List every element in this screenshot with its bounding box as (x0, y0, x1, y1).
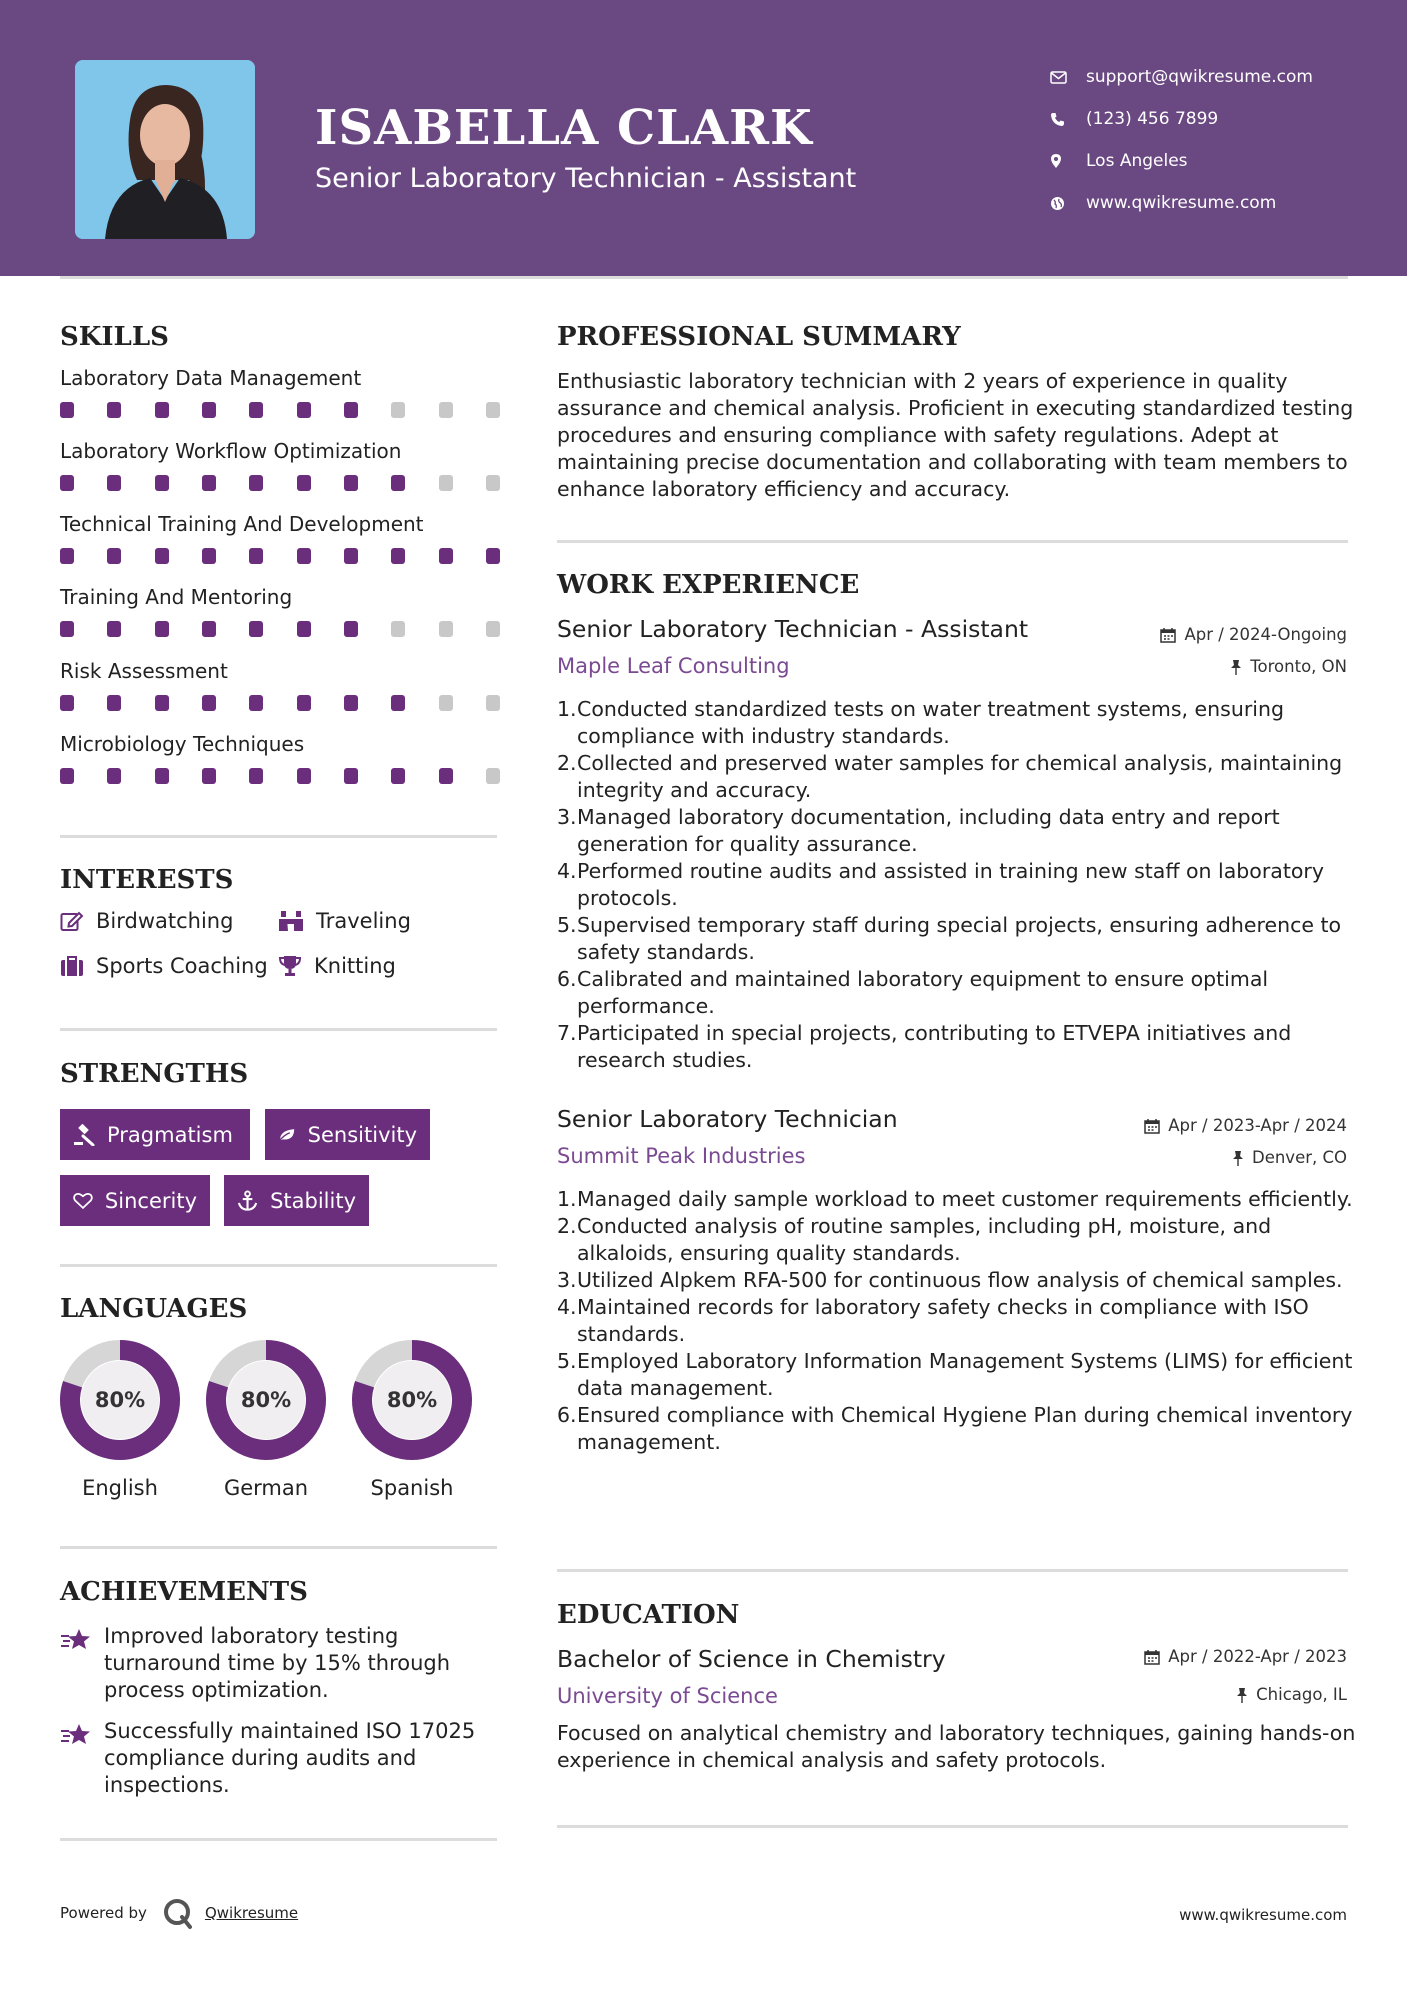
skill-dot-filled (344, 621, 358, 637)
summary-divider (557, 540, 1348, 543)
skill-dot-filled (60, 695, 74, 711)
skill-rating (60, 621, 500, 637)
header-divider (60, 276, 1348, 279)
summary-title: PROFESSIONAL SUMMARY (557, 322, 961, 352)
map-pin-icon (1050, 153, 1086, 169)
bullet-number: 2. (557, 751, 577, 775)
skill-dot-filled (249, 768, 263, 784)
skill-name: Technical Training And Development (60, 512, 424, 536)
bullet-number: 2. (557, 1214, 577, 1238)
bullet-text: Ensured compliance with Chemical Hygiene Plan during chemical inventory management. (577, 1403, 1353, 1454)
binoculars-icon (278, 910, 304, 932)
skill-dot-filled (202, 402, 216, 418)
bullet-number: 4. (557, 859, 577, 883)
bullet-text: Performed routine audits and assisted in training new staff on laboratory protocols. (577, 859, 1324, 910)
heart-icon (73, 1191, 93, 1211)
skill-dot-filled (107, 621, 121, 637)
strength-badge (224, 1175, 369, 1226)
pin-icon (1230, 659, 1242, 675)
skill-dot-filled (249, 402, 263, 418)
skill-item (60, 585, 500, 637)
skill-dot-filled (391, 475, 405, 491)
skill-dot-filled (344, 475, 358, 491)
skill-dot-filled (155, 695, 169, 711)
company-name: Summit Peak Industries (557, 1144, 806, 1168)
job-bullet (557, 1294, 1357, 1348)
interest-item (278, 909, 411, 933)
skill-dot-filled (202, 768, 216, 784)
job-date (1144, 1116, 1347, 1135)
interest-item (278, 954, 396, 978)
summary-text: Enthusiastic laboratory technician with 2 years of experience in quality assurance and chemical analysis. Proficient in executing standardized testing procedures and ensuring compliance with safety regulations. Adept at maintaining precise documentation and collaborating with team members to enhance laboratory efficiency and accuracy. (557, 369, 1354, 501)
bullet-text: Participated in special projects, contributing to ETVEPA initiatives and research studies. (577, 1021, 1292, 1072)
skill-dot-filled (107, 695, 121, 711)
skill-dot-filled (155, 768, 169, 784)
skill-dot-filled (202, 621, 216, 637)
job-bullets (557, 696, 1357, 1074)
skill-dot-filled (297, 695, 311, 711)
skill-dot-filled (344, 695, 358, 711)
skill-name: Microbiology Techniques (60, 732, 305, 756)
calendar-icon (1144, 1118, 1160, 1134)
skill-dot-filled (297, 548, 311, 564)
trophy-icon (278, 955, 302, 977)
achievements-divider (60, 1838, 497, 1841)
education-date-text: Apr / 2022-Apr / 2023 (1168, 1647, 1347, 1666)
job-bullet (557, 1402, 1357, 1456)
skill-dot-filled (155, 402, 169, 418)
strengths-divider (60, 1264, 497, 1267)
job-location (1232, 1148, 1347, 1167)
bullet-text: Supervised temporary staff during special projects, ensuring adherence to safety standards. (577, 913, 1342, 964)
skill-dot-filled (60, 475, 74, 491)
language-name: German (223, 1476, 309, 1500)
bullet-number: 5. (557, 913, 577, 937)
interest-label: Traveling (316, 909, 411, 933)
bullet-number: 6. (557, 967, 577, 991)
job-bullet (557, 966, 1357, 1020)
school-name: University of Science (557, 1684, 778, 1708)
bullet-number: 3. (557, 1268, 577, 1292)
job-bullet (557, 858, 1357, 912)
skill-dot-filled (344, 548, 358, 564)
bullet-number: 6. (557, 1403, 577, 1427)
bullet-text: Conducted standardized tests on water treatment systems, ensuring compliance with industry standards. (577, 697, 1284, 748)
skill-item (60, 732, 500, 784)
skill-dot-empty (439, 402, 453, 418)
language-item (58, 1338, 182, 1500)
skill-dot-filled (249, 548, 263, 564)
education-location-text: Chicago, IL (1256, 1685, 1347, 1704)
skill-dot-empty (391, 621, 405, 637)
achievements-title: ACHIEVEMENTS (60, 1577, 308, 1607)
job-bullet (557, 1213, 1357, 1267)
skill-dot-filled (107, 768, 121, 784)
pin-icon (1232, 1150, 1244, 1166)
language-percent: 80% (240, 1388, 292, 1412)
pin-icon (1236, 1687, 1248, 1703)
powered-by-text: Powered by (60, 1904, 147, 1922)
skill-dot-filled (344, 402, 358, 418)
skill-dot-filled (155, 548, 169, 564)
candidate-title: Senior Laboratory Technician - Assistant (315, 163, 857, 194)
skill-dot-filled (155, 475, 169, 491)
skill-item (60, 439, 500, 491)
skill-dot-empty (486, 475, 500, 491)
contact-location (1050, 140, 1313, 182)
skill-dot-filled (297, 768, 311, 784)
qwikresume-logo-icon (161, 1896, 195, 1930)
skill-dot-filled (60, 548, 74, 564)
job-location-text: Denver, CO (1251, 1148, 1347, 1167)
language-ring (350, 1338, 474, 1462)
skill-dot-filled (249, 695, 263, 711)
bullet-text: Managed laboratory documentation, including data entry and report generation for quality assurance. (577, 805, 1280, 856)
strength-label: Sensitivity (307, 1122, 417, 1147)
language-name: Spanish (370, 1476, 454, 1500)
contact-email-text: support@qwikresume.com (1086, 67, 1313, 87)
skill-item (60, 659, 500, 711)
job-bullet (557, 696, 1357, 750)
qwikresume-link[interactable]: Qwikresume (204, 1904, 299, 1922)
education-title: EDUCATION (557, 1600, 740, 1630)
bullet-text: Calibrated and maintained laboratory equipment to ensure optimal performance. (577, 967, 1269, 1018)
skill-dot-filled (249, 621, 263, 637)
job-date-text: Apr / 2024-Ongoing (1184, 625, 1347, 644)
skill-rating (60, 768, 500, 784)
skill-dot-empty (439, 695, 453, 711)
skills-divider (60, 835, 497, 838)
interests-title: INTERESTS (60, 865, 234, 895)
skill-dot-filled (297, 621, 311, 637)
interest-label: Knitting (314, 954, 396, 978)
bullet-text: Managed daily sample workload to meet customer requirements efficiently. (577, 1187, 1353, 1211)
skill-rating (60, 402, 500, 418)
bullet-text: Maintained records for laboratory safety checks in compliance with ISO standards. (577, 1295, 1309, 1346)
company-name: Maple Leaf Consulting (557, 654, 790, 678)
achievement-item (60, 1623, 500, 1704)
skill-dot-filled (60, 621, 74, 637)
skill-dot-filled (155, 621, 169, 637)
strength-label: Pragmatism (107, 1122, 233, 1147)
job-bullet (557, 912, 1357, 966)
bullet-text: Collected and preserved water samples for chemical analysis, maintaining integrity and accuracy. (577, 751, 1343, 802)
bullet-number: 7. (557, 1021, 577, 1045)
contact-phone[interactable] (1050, 98, 1313, 140)
skill-rating (60, 475, 500, 491)
skill-dot-empty (486, 695, 500, 711)
interest-item (60, 909, 233, 933)
languages-divider (60, 1546, 497, 1549)
interest-item (60, 954, 268, 978)
job-date (1160, 625, 1347, 644)
job-bullet (557, 1020, 1357, 1074)
skill-item (60, 512, 500, 564)
skill-dot-filled (60, 768, 74, 784)
education-divider (557, 1825, 1348, 1828)
skill-dot-filled (202, 475, 216, 491)
contact-email[interactable] (1050, 56, 1313, 98)
skill-dot-filled (202, 695, 216, 711)
envelope-icon (1050, 71, 1086, 84)
contact-phone-text: (123) 456 7899 (1086, 109, 1219, 129)
contact-list (1050, 56, 1313, 224)
languages-title: LANGUAGES (60, 1294, 248, 1324)
resume-header (0, 0, 1407, 276)
star-icon (60, 1623, 104, 1704)
skill-dot-filled (486, 548, 500, 564)
star-icon (60, 1718, 104, 1799)
skill-dot-empty (486, 621, 500, 637)
experience-divider (557, 1569, 1348, 1572)
strengths-title: STRENGTHS (60, 1059, 249, 1089)
skill-name: Laboratory Workflow Optimization (60, 439, 402, 463)
skill-dot-filled (391, 768, 405, 784)
language-item (204, 1338, 328, 1500)
skill-name: Risk Assessment (60, 659, 228, 683)
language-item (350, 1338, 474, 1500)
contact-location-text: Los Angeles (1086, 151, 1188, 171)
job-bullets (557, 1186, 1357, 1456)
skill-dot-filled (391, 548, 405, 564)
skill-dot-filled (297, 402, 311, 418)
footer-website[interactable]: www.qwikresume.com (1179, 1906, 1347, 1924)
strength-label: Sincerity (104, 1188, 197, 1213)
bullet-text: Employed Laboratory Information Management Systems (LIMS) for efficient data management. (577, 1349, 1353, 1400)
candidate-name: ISABELLA CLARK (315, 100, 813, 156)
skill-dot-filled (60, 402, 74, 418)
skill-dot-filled (249, 475, 263, 491)
strength-badge (60, 1109, 250, 1160)
profile-photo-illustration (75, 60, 255, 239)
job-title: Senior Laboratory Technician - Assistant (557, 615, 1029, 643)
job-date-text: Apr / 2023-Apr / 2024 (1168, 1116, 1347, 1135)
skill-dot-filled (107, 475, 121, 491)
education-description: Focused on analytical chemistry and laboratory techniques, gaining hands-on experience in chemical analysis and safety protocols. (557, 1721, 1356, 1772)
achievement-text: Improved laboratory testing turnaround time by 15% through process optimization. (104, 1624, 451, 1702)
contact-website[interactable] (1050, 182, 1313, 224)
strength-label: Stability (270, 1188, 356, 1213)
profile-photo (75, 60, 255, 239)
calendar-icon (1160, 627, 1176, 643)
skill-dot-filled (344, 768, 358, 784)
job-bullet (557, 750, 1357, 804)
skill-dot-empty (439, 621, 453, 637)
language-percent: 80% (386, 1388, 438, 1412)
interests-divider (60, 1028, 497, 1031)
language-name: English (82, 1476, 158, 1500)
skill-dot-filled (107, 402, 121, 418)
footer-powered-by (60, 1896, 298, 1930)
skill-dot-filled (107, 548, 121, 564)
skill-rating (60, 695, 500, 711)
job-title: Senior Laboratory Technician (557, 1105, 898, 1133)
job-location-text: Toronto, ON (1250, 657, 1347, 676)
bullet-number: 5. (557, 1349, 577, 1373)
calendar-icon (1144, 1649, 1160, 1665)
pencil-icon (60, 910, 84, 932)
education-location (1236, 1685, 1347, 1704)
contact-website-text: www.qwikresume.com (1086, 193, 1277, 213)
interest-label: Birdwatching (96, 909, 234, 933)
degree-title: Bachelor of Science in Chemistry (557, 1645, 946, 1673)
skill-name: Laboratory Data Management (60, 366, 362, 390)
skills-title: SKILLS (60, 322, 169, 352)
education-date (1144, 1647, 1347, 1666)
skill-dot-filled (391, 695, 405, 711)
skill-dot-empty (486, 402, 500, 418)
strength-badge (265, 1109, 430, 1160)
skill-item (60, 366, 500, 418)
globe-icon (1050, 196, 1086, 211)
bullet-number: 3. (557, 805, 577, 829)
bullet-number: 1. (557, 697, 577, 721)
language-percent: 80% (94, 1388, 146, 1412)
leaf-icon (278, 1125, 296, 1145)
skill-dot-filled (202, 548, 216, 564)
skill-dot-empty (439, 475, 453, 491)
skill-dot-filled (439, 768, 453, 784)
achievement-text: Successfully maintained ISO 17025 compliance during audits and inspections. (104, 1719, 476, 1797)
bullet-number: 4. (557, 1295, 577, 1319)
language-ring (58, 1338, 182, 1462)
skill-name: Training And Mentoring (60, 585, 293, 609)
job-bullet (557, 1267, 1357, 1294)
bullet-number: 1. (557, 1187, 577, 1211)
phone-icon (1050, 112, 1086, 127)
language-ring (204, 1338, 328, 1462)
skill-dot-empty (486, 768, 500, 784)
bullet-text: Conducted analysis of routine samples, including pH, moisture, and alkaloids, ensuring quality standards. (577, 1214, 1272, 1265)
suitcase-icon (60, 955, 84, 977)
job-bullet (557, 1348, 1357, 1402)
job-location (1230, 657, 1347, 676)
interest-label: Sports Coaching (96, 954, 268, 978)
job-bullet (557, 804, 1357, 858)
skill-dot-empty (391, 402, 405, 418)
skill-dot-filled (297, 475, 311, 491)
job-bullet (557, 1186, 1357, 1213)
experience-title: WORK EXPERIENCE (557, 570, 860, 600)
gavel-icon (73, 1124, 95, 1146)
skill-rating (60, 548, 500, 564)
bullet-text: Utilized Alpkem RFA-500 for continuous flow analysis of chemical samples. (577, 1268, 1343, 1292)
achievement-item (60, 1718, 500, 1799)
strength-badge (60, 1175, 210, 1226)
skill-dot-filled (439, 548, 453, 564)
anchor-icon (237, 1190, 258, 1212)
